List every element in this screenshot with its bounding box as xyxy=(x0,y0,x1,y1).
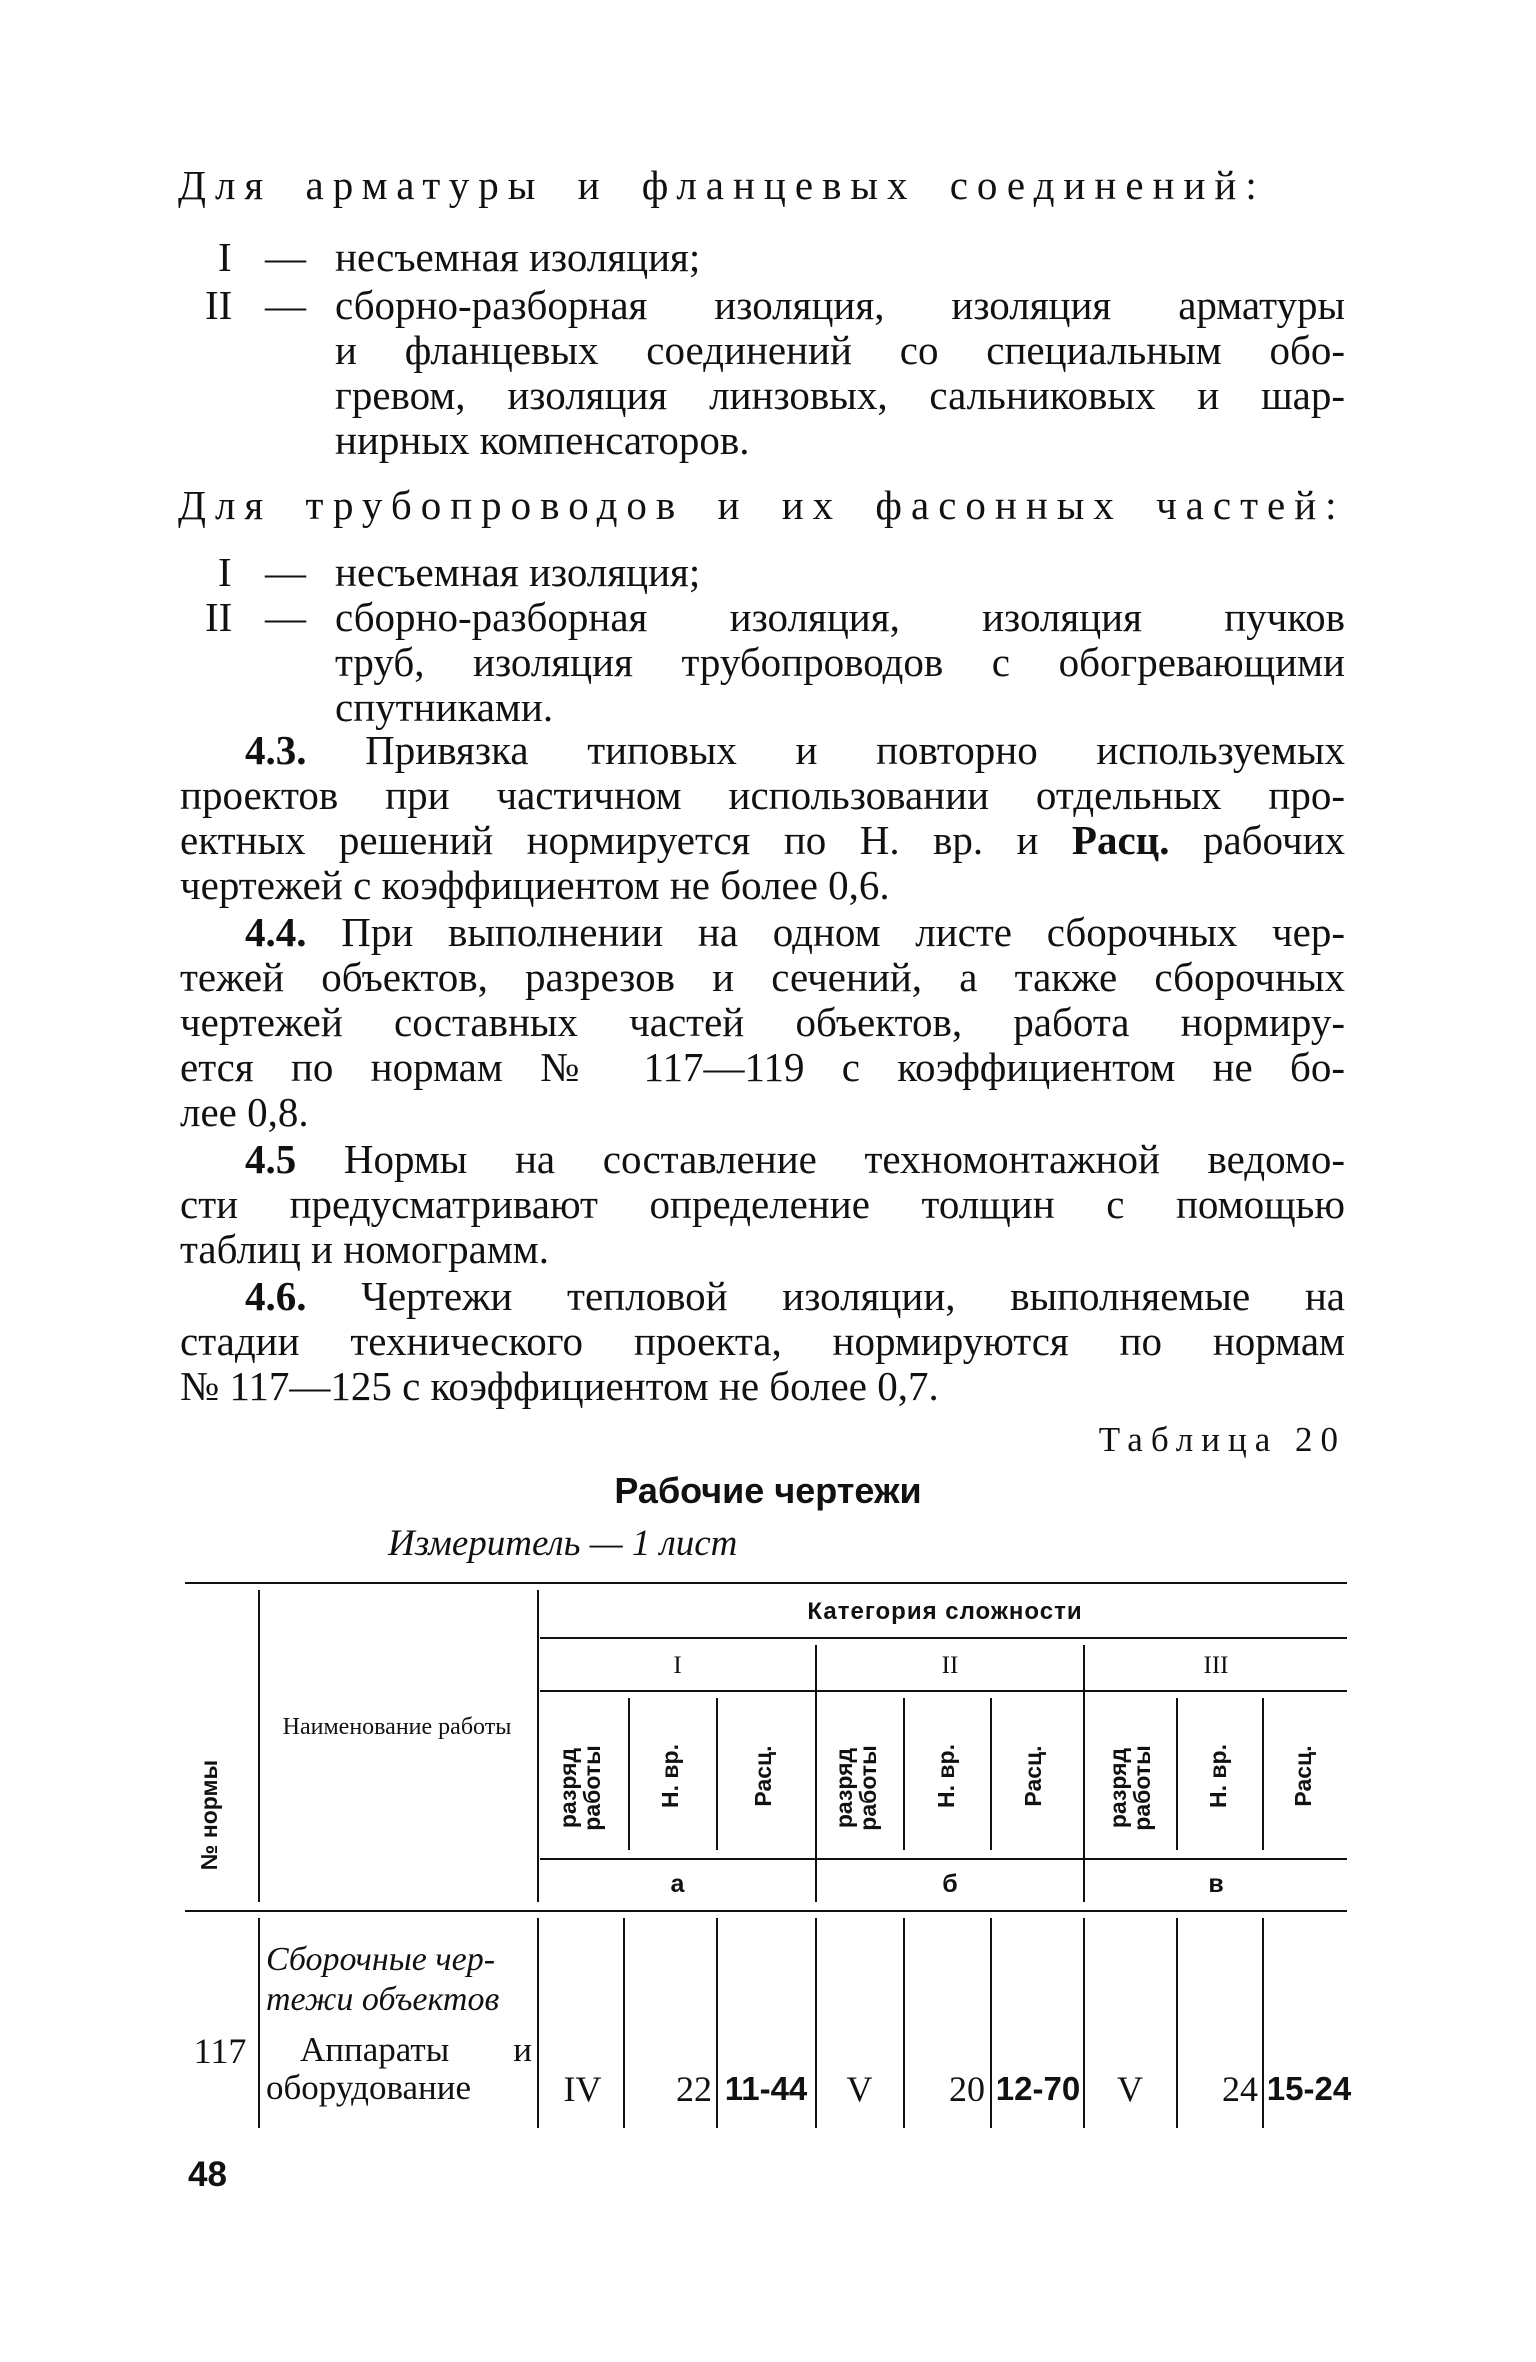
category-letter-b: б xyxy=(942,1870,958,1898)
vline-c1 xyxy=(1176,1698,1178,1850)
p46-number: 4.6. xyxy=(245,1273,307,1319)
armature-item-2-num: II xyxy=(205,282,233,328)
row-norm-number: 117 xyxy=(193,2031,247,2071)
p43-number: 4.3. xyxy=(245,727,307,773)
pipes-item-1-text: несъемная изоляция; xyxy=(335,549,701,595)
pipes-item-2-line-2: труб, изоляция трубопроводов с обогревающими xyxy=(335,639,1345,685)
pipes-item-2-line-3: спутниками. xyxy=(335,684,554,730)
body-vline-norm xyxy=(258,1918,260,2128)
subheader-a-time: Н. вр. xyxy=(657,1744,683,1808)
armature-heading: Для арматуры и фланцевых соединений: xyxy=(178,162,1266,208)
row-a-grade: IV xyxy=(563,2069,602,2109)
category-roman-rule xyxy=(540,1690,1347,1692)
p45-number: 4.5 xyxy=(245,1136,297,1182)
vline-b2 xyxy=(990,1698,992,1850)
subheader-c-grade: разряд работы xyxy=(1105,1745,1155,1831)
header-cat-iii: III xyxy=(1203,1652,1229,1679)
subheader-b-time: Н. вр. xyxy=(933,1744,959,1808)
header-cat-ii: II xyxy=(941,1652,959,1679)
vline-cat1 xyxy=(815,1645,817,1902)
row-c-rate: 15-24 xyxy=(1266,2070,1352,2107)
pipes-item-2-num: II xyxy=(205,594,233,640)
armature-item-2-dash: — xyxy=(265,282,306,328)
armature-item-1-num: I xyxy=(218,234,232,280)
row-name-line-1: Аппараты и xyxy=(300,2030,532,2069)
p44-line-1-text: При выполнении на одном листе сборочных чер- xyxy=(341,909,1346,955)
p43-after-bold: рабочих xyxy=(1202,817,1346,863)
armature-item-1-text: несъемная изоляция; xyxy=(335,234,701,280)
vline-c2 xyxy=(1262,1698,1264,1850)
vline-a2 xyxy=(716,1698,718,1850)
subheader-c-rate: Расц. xyxy=(1290,1745,1316,1807)
p43-line-3-text: ектных решений нормируется по Н. вр. и xyxy=(180,817,1039,863)
body-vline-name xyxy=(537,1918,539,2128)
subheader-b-rate: Расц. xyxy=(1020,1745,1046,1807)
p45-line-1 xyxy=(245,1137,1345,1182)
p45-line-2: сти предусматривают определение толщин с помощью xyxy=(180,1181,1345,1227)
pipes-item-1-num: I xyxy=(218,549,232,595)
vline-b1 xyxy=(903,1698,905,1850)
p44-line-5: лее 0,8. xyxy=(180,1089,309,1135)
table-title: Рабочие чертежи xyxy=(614,1470,922,1511)
row-a-rate: 11-44 xyxy=(724,2070,808,2107)
p46-line-2: стадии технического проекта, нормируются по нормам xyxy=(180,1318,1345,1364)
pipes-item-2-line-1: сборно-разборная изоляция, изоляция пучков xyxy=(335,594,1345,640)
armature-item-2-line-1: сборно-разборная изоляция, изоляция арматуры xyxy=(335,282,1345,328)
p43-line-3 xyxy=(180,818,1345,863)
subheader-c-time: Н. вр. xyxy=(1205,1744,1231,1808)
category-letter-c: в xyxy=(1208,1870,1224,1898)
p45-line-1-text: Нормы на составление техномонтажной ведомо- xyxy=(343,1136,1345,1182)
armature-item-2-line-2: и фланцевых соединений со специальным обо- xyxy=(335,327,1345,373)
section-title-line-1: Сборочные чер- xyxy=(266,1941,496,1978)
pipes-item-2-dash: — xyxy=(265,594,306,640)
pipes-item-1-dash: — xyxy=(265,549,306,595)
p43-bold-word: Расц. xyxy=(1071,817,1170,863)
p43-line-1 xyxy=(245,728,1345,773)
row-c-grade: V xyxy=(1117,2069,1143,2109)
category-letter-a: а xyxy=(670,1870,685,1898)
subheader-a-grade: разряд работы xyxy=(555,1745,605,1831)
p44-line-3: чертежей составных частей объектов, работа нормиру- xyxy=(180,999,1345,1045)
subheader-b-grade: разряд работы xyxy=(831,1745,881,1831)
row-b-time: 20 xyxy=(949,2069,985,2109)
p44-line-4: ется по нормам № 117—119 с коэффициентом не бо- xyxy=(180,1044,1345,1090)
p46-line-1 xyxy=(245,1274,1345,1319)
section-title-line-2: тежи объектов xyxy=(266,1981,500,2018)
header-norm-number: № нормы xyxy=(196,1759,222,1871)
row-c-time: 24 xyxy=(1222,2069,1258,2109)
p43-line-4: чертежей с коэффициентом не более 0,6. xyxy=(180,862,890,908)
vline-norm xyxy=(258,1590,260,1902)
row-name-line-2: оборудование xyxy=(266,2068,472,2107)
subcolumn-bottom-rule xyxy=(540,1858,1347,1860)
vline-name xyxy=(537,1590,539,1902)
vline-a1 xyxy=(628,1698,630,1850)
armature-item-1-dash: — xyxy=(265,234,306,280)
header-category: Категория сложности xyxy=(807,1598,1083,1625)
vline-cat2 xyxy=(1083,1645,1085,1902)
p44-line-2: тежей объектов, разрезов и сечений, а также сборочных xyxy=(180,954,1345,1000)
table-top-rule xyxy=(185,1582,1347,1584)
table-measure: Измеритель — 1 лист xyxy=(388,1523,738,1564)
armature-item-2-line-4: нирных компенсаторов. xyxy=(335,417,750,463)
subheader-a-rate: Расц. xyxy=(750,1745,776,1807)
p45-line-3: таблиц и номограмм. xyxy=(180,1226,549,1272)
p43-line-1-text: Привязка типовых и повторно используемых xyxy=(365,727,1346,773)
table-header-bottom-rule xyxy=(185,1910,1347,1912)
table-number: Таблица 20 xyxy=(1098,1420,1346,1459)
p44-line-1 xyxy=(245,910,1345,955)
row-b-grade: V xyxy=(846,2069,873,2109)
p46-line-3: № 117—125 с коэффициентом не более 0,7. xyxy=(180,1363,939,1409)
row-a-time: 22 xyxy=(676,2069,712,2109)
header-cat-i: I xyxy=(673,1652,682,1679)
page-number: 48 xyxy=(188,2155,227,2194)
row-b-rate: 12-70 xyxy=(995,2070,1081,2107)
category-header-rule xyxy=(540,1637,1347,1639)
armature-item-2-line-3: гревом, изоляция линзовых, сальниковых и шар- xyxy=(335,372,1345,418)
p44-number: 4.4. xyxy=(245,909,307,955)
pipes-heading: Для трубопроводов и их фасонных частей: xyxy=(178,482,1346,528)
header-work-name: Наименование работы xyxy=(282,1714,512,1740)
p43-line-2: проектов при частичном использовании отдельных про- xyxy=(180,772,1345,818)
p46-line-1-text: Чертежи тепловой изоляции, выполняемые на xyxy=(361,1273,1345,1319)
